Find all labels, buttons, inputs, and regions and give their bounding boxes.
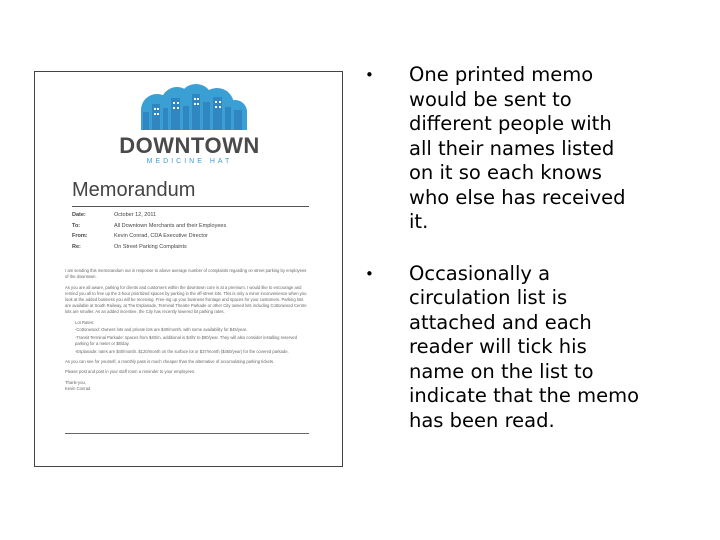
memo-paragraph: -Esplanade: rates are $40/month. $120/month on the surface lot or $37/month ($450/year) for the covered parkade. [75,348,289,354]
field-label: To: [72,222,81,229]
field-to [72,221,226,232]
field-label: From: [72,233,88,240]
bullet-item [362,63,652,235]
bullet-marker: • [365,66,374,84]
memo-paragraph: I am sending this memorandum out in response to above average number of complaints regarding on street parking by employees of the downtown. [65,268,307,280]
field-value: On Street Parking Complaints [114,243,187,250]
memo-paragraph: As you can see for yourself, a monthly pass is much cheaper than the alternative of accumulating parking tickets. [65,358,275,364]
memo-paragraph: As you are all aware, parking for clients and customers within the downtown core is at a premium. I would like to encourage and remind you all to free up the 2-hour prioritized spaces by parking in the off-street lots. This is only a minor inconvenience when you look at the added business you will be receiving. Free-ing up your business frontage and spaces for your customers. Parking lots are available at South Railway, at The Esplanade, Terminal Theatre Parkade or other City owned lots including Cottonwood Centre lots are smaller. As an added incentive, the City has recently lowered lot parking rates. [65,284,307,315]
memo-body [65,268,309,397]
bullet-text: Occasionally a circulation list is attached and each reader will tick his name on the list to indicate that the memo has been read. [409,261,640,432]
memo-paragraph: Lot Rates: [75,319,95,325]
city-skyline-cloud-graphic [35,72,343,134]
field-label: Re: [72,243,81,250]
memo-document-image [34,71,343,467]
memo-title: Memorandum [72,179,196,201]
footer-divider [65,433,309,434]
field-value: Kevin Conrad, CDA Executive Director [114,233,208,240]
memo-paragraph: Please post and post in your staff room a reminder to your employees. [65,369,196,375]
memo-paragraph: -Cottonwood: Owners lots and private lots are $40/month, with some availability for $45/year. [75,327,248,333]
bullet-list [362,63,652,433]
memo-header-fields [72,210,226,252]
memo-paragraph: Kevin Conrad [65,385,91,391]
field-value: October 12, 2011 [114,212,157,218]
field-date [72,210,226,221]
field-value: All Downtown Merchants and their Employees [114,222,227,229]
memo-paragraph: -Transit Terminal Parkade: spaces from $40/m, additional is $4/hr to $80/year. They will also consider installing reserved parking for a meter or $8/day. [75,334,297,346]
memo-paragraph: Thank-you, [65,379,86,385]
title-divider [72,206,309,207]
bullet-text: One printed memo would be sent to different people with all their names listed on it so each knows who else has received it. [409,63,626,233]
downtown-logo [35,72,343,182]
logo-wordmark: DOWNTOWN [119,133,260,158]
field-label: Date: [72,212,86,218]
field-from [72,231,226,242]
bullet-marker: • [365,264,374,283]
logo-subtitle: MEDICINE HAT [146,158,233,165]
bullet-item [362,262,652,434]
field-re [72,242,226,253]
